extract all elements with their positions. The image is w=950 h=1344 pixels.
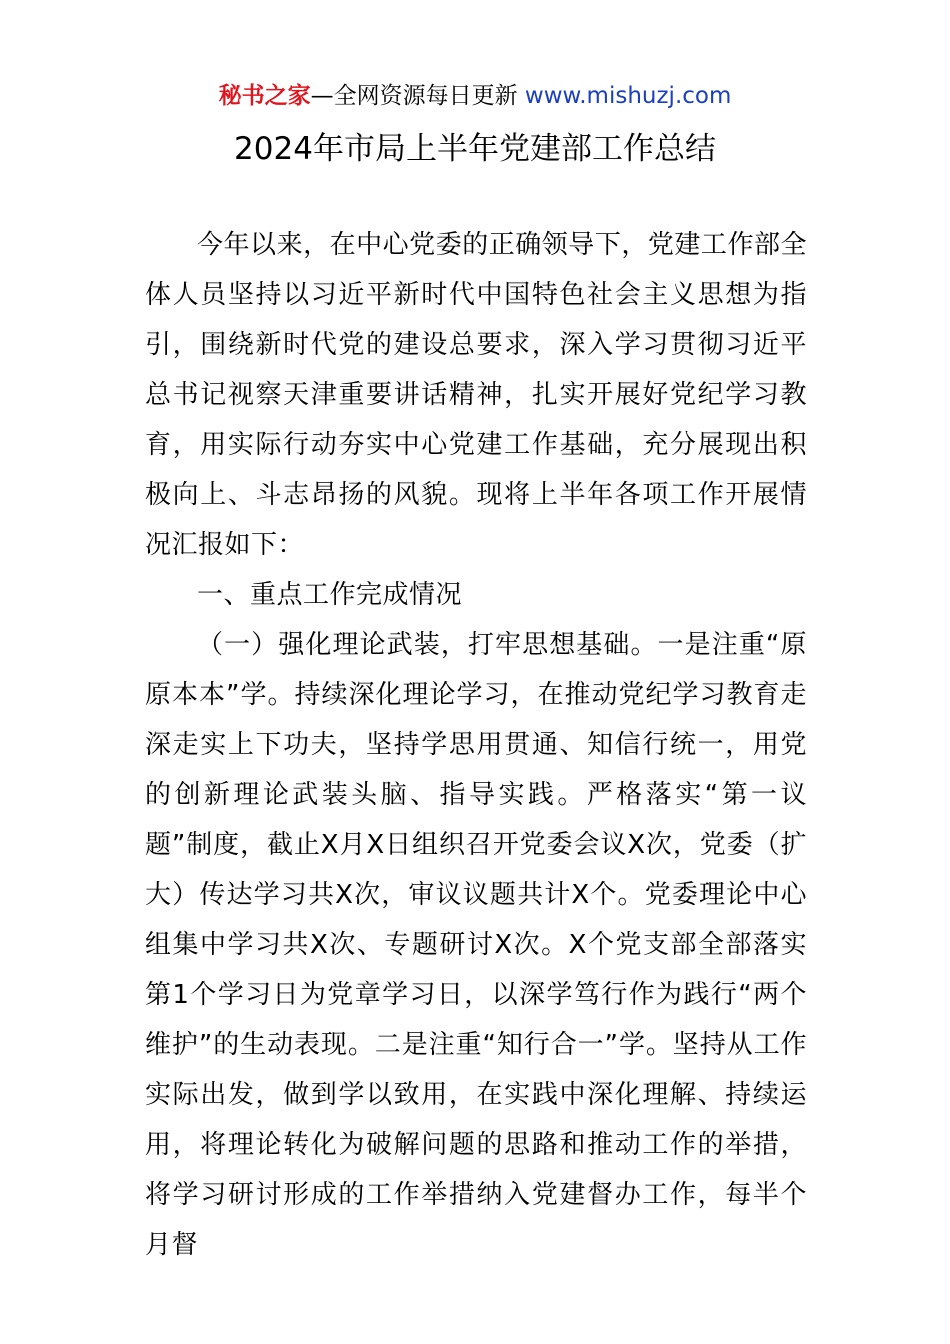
brand-name: 秘书之家 [218, 83, 311, 109]
site-header [0, 80, 950, 112]
intro-paragraph: 今年以来，在中心党委的正确领导下，党建工作部全体人员坚持以习近平新时代中国特色社会主义思想为指引，围绕新时代党的建设总要求，深入学习贯彻习近平总书记视察天津重要讲话精神，扎实开展好党纪学习教育，用实际行动夯实中心党建工作基础，充分展现出积极向上、斗志昂扬的风貌。现将上半年各项工作开展情况汇报如下： [145, 230, 807, 560]
site-url-link[interactable]: www.mishuzj.com [524, 83, 732, 109]
section-paragraph: （一）强化理论武装，打牢思想基础。一是注重“原原本本”学。持续深化理论学习，在推动党纪学习教育走深走实上下功夫，坚持学思用贯通、知信行统一，用党的创新理论武装头脑、指导实践。严格落实“第一议题”制度，截止X月X日组织召开党委会议X次，党委（扩大）传达学习共X次，审议议题共计X个。党委理论中心组集中学习共X次、专题研讨X次。X个党支部全部落实第1个学习日为党章学习日，以深学笃行作为践行“两个维护”的生动表现。二是注重“知行合一”学。坚持从工作实际出发，做到学以致用，在实践中深化理解、持续运用，将理论转化为破解问题的思路和推动工作的举措，将学习研讨形成的工作举措纳入党建督办工作，每半个月督 [145, 630, 807, 1260]
document-title: 2024年市局上半年党建部工作总结 [234, 131, 716, 167]
document-body [145, 220, 807, 1270]
section-heading: 一、重点工作完成情况 [197, 580, 463, 610]
header-tagline: —全网资源每日更新 [310, 83, 518, 109]
